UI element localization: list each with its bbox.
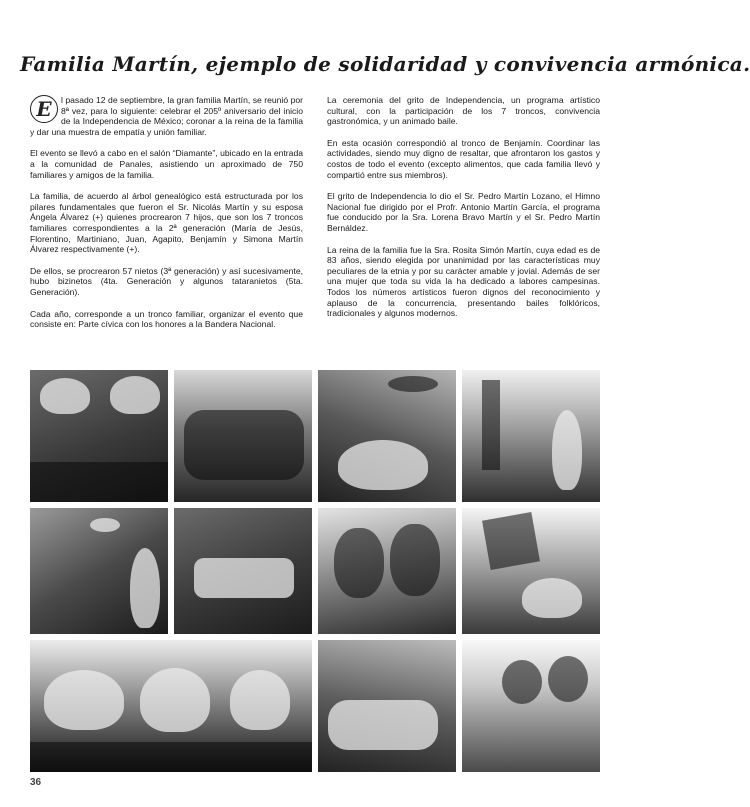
- photo-mother-and-child: [462, 640, 600, 772]
- photo-flag-ceremony: [462, 370, 600, 502]
- paragraph: La ceremonia del grito de Independencia, un programa artístico cultural, con la participación de los 7 troncos, convivencia gastronómica, y un animado baile.: [327, 95, 600, 127]
- photo-family-members: [30, 508, 168, 634]
- photo-couple-dancing: [318, 370, 456, 502]
- paragraph: La reina de la familia fue la Sra. Rosita Simón Martín, cuya edad es de 83 años, siendo elegida por unanimidad por las características muy peculiares de la etnia y por su carácter amable y jovial. Además de ser una mujer que toda su vida la ha dedicado a labores campesinas. Todos los números artísticos fueron dignos del reconocimiento y aplauso de la concurrencia, presentando bailes folklóricos, tradicionales y algunos modernos.: [327, 244, 600, 319]
- photo-musicians-stage: [30, 370, 168, 502]
- paragraph: El grito de Independencia lo dio el Sr. Pedro Martín Lozano, el Himno Nacional fue dirigido por el Profr. Antonio Martín García, el programa fue conducido por la Sra. Lorena Bravo Martín y el Sr. Pedro Martín Bernáldez.: [327, 191, 600, 233]
- photo-selfie-couple: [318, 508, 456, 634]
- paragraph-text: l pasado 12 de septiembre, la gran familia Martín, se reunió por 8ª vez, para lo siguiente: celebrar el 205º aniversario del inicio de la Independencia de México; coronar a la reina de la familia y dar una muestra de empatía y unión familiar.: [30, 95, 303, 137]
- photo-choir-performance: [30, 640, 312, 772]
- paragraph: La familia, de acuerdo al árbol genealógico está estructurada por los pilares fundamentales que fueron el Sr. Nicolás Martín y su esposa Ángela Álvarez (+) quienes procrearon 7 hijos, que son los 7 troncos familiares correspondientes a la 2ª generación (María de Jesús, Florentino, Martiniano, Juan, Agapito, Benjamín y Simona Martín Álvarez respectivamente (+).: [30, 191, 303, 255]
- photo-kids-folk-dance: [318, 640, 456, 772]
- paragraph: Cada año, corresponde a un tronco familiar, organizar el evento que consiste en: Parte cívica con los honores a la Bandera Nacional.: [30, 308, 303, 330]
- photo-grid: [30, 370, 600, 772]
- photo-audience-tables: [174, 508, 312, 634]
- right-column: [327, 95, 600, 365]
- photo-dancers-group: [174, 370, 312, 502]
- paragraph: De ellos, se procrearon 57 nietos (3ª generación) y así sucesivamente, hubo bizinetos (4ta. Generación y algunos tataranietos (5ta. Generación).: [30, 265, 303, 297]
- photo-children-dancers: [462, 508, 600, 634]
- paragraph: [30, 95, 303, 137]
- article-title: Familia Martín, ejemplo de solidaridad y convivencia armónica.: [20, 52, 750, 76]
- page-number: 36: [30, 777, 42, 788]
- paragraph: El evento se llevó a cabo en el salón “Diamante”, ubicado en la entrada a la comunidad de Panales, asistiendo un aproximado de 750 familiares y amigos de la familia.: [30, 148, 303, 180]
- paragraph: En esta ocasión correspondió al tronco de Benjamín. Coordinar las actividades, siendo muy digno de resaltar, que afrontaron los gastos y costos de todo el evento (excepto alimentos, que cada familia llevó y compartió entre sus miembros).: [327, 137, 600, 180]
- article-body: [30, 95, 600, 365]
- left-column: [30, 95, 303, 365]
- dropcap: E: [30, 95, 58, 123]
